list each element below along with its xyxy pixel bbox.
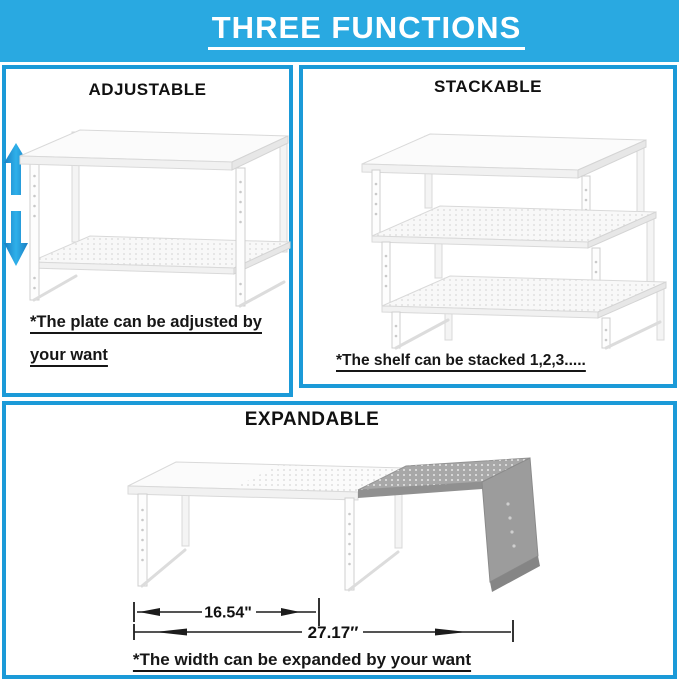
stackable-caption [336, 352, 586, 370]
expandable-caption [6, 650, 598, 670]
front-legs [138, 494, 398, 590]
dimension-lines [110, 596, 530, 644]
expandable-caption-text: *The width can be expanded by your want [132, 650, 472, 669]
tier-3 [382, 276, 666, 348]
expandable-shelf-illustration [90, 438, 570, 596]
top-board [20, 130, 288, 170]
inner-dimension [134, 598, 319, 626]
stackable-caption-text: *The shelf can be stacked 1,2,3..... [336, 352, 586, 369]
outer-dimension-label: 27.17″ [307, 623, 359, 642]
adjustable-caption [30, 306, 262, 372]
lower-mesh-shelf [30, 236, 290, 274]
panel-expandable [2, 401, 677, 679]
adjustable-caption-line2: your want [30, 346, 108, 364]
page-title: THREE FUNCTIONS [208, 12, 526, 51]
stackable-title: STACKABLE [433, 77, 543, 96]
expandable-title: EXPANDABLE [244, 409, 380, 430]
adjustable-title: ADJUSTABLE [88, 80, 207, 99]
gray-extension-board [358, 458, 540, 592]
panel-adjustable [2, 65, 293, 397]
adjustable-shelf-illustration [8, 112, 292, 312]
feet [34, 276, 284, 306]
panel-stackable [299, 65, 677, 388]
inner-dimension-label: 16.54" [204, 604, 252, 622]
outer-dimension [134, 620, 513, 642]
adjustable-caption-line1: *The plate can be adjusted by [30, 313, 262, 331]
stackable-shelf-illustration [310, 98, 667, 350]
header-band [0, 0, 679, 62]
